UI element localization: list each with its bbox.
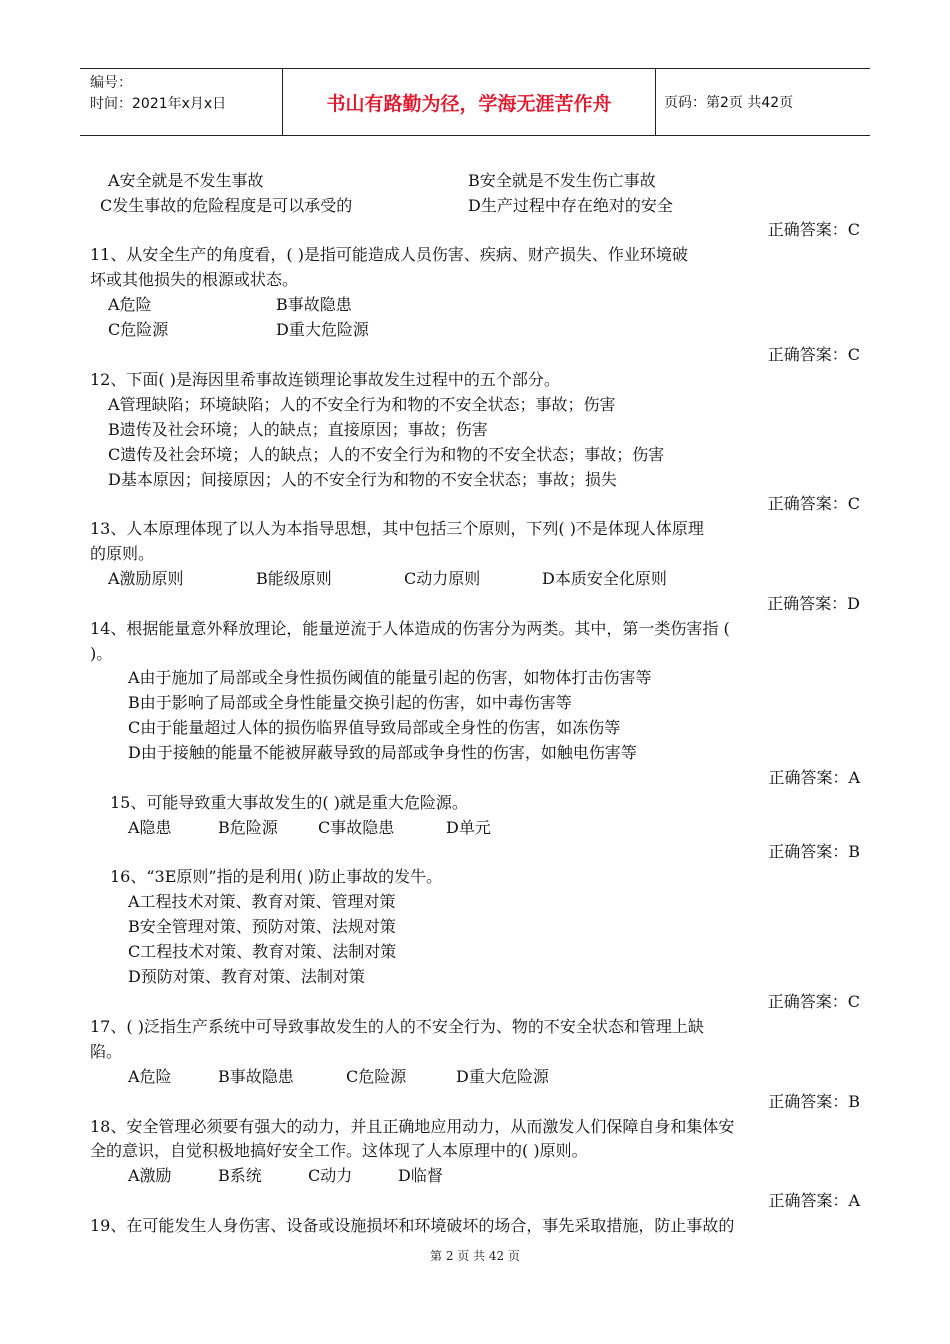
text-line: 坏或其他损失的根源或状态。 [90, 270, 299, 289]
text-line: D重大危险源 [276, 320, 369, 339]
text-line: C危险源 [346, 1067, 407, 1086]
text-line: C发生事故的危险程度是可以承受的 [100, 196, 353, 215]
correct-answer: 正确答案：D [767, 594, 860, 613]
text-line: 12、下面( )是海因里希事故连锁理论事故发生过程中的五个部分。 [90, 370, 560, 389]
text-line: B安全就是不发生伤亡事故 [468, 171, 656, 190]
correct-answer: 正确答案：C [767, 494, 860, 513]
text-line: B由于影响了局部或全身性能量交换引起的伤害，如中毒伤害等 [128, 693, 572, 712]
text-line: A隐患 [128, 818, 172, 837]
text-line: 陷。 [90, 1042, 123, 1061]
text-line: B遗传及社会环境；人的缺点；直接原因；事故；伤害 [108, 420, 488, 439]
correct-answer: 正确答案：B [768, 842, 860, 861]
text-line: 全的意识，自觉积极地搞好安全工作。这体现了人本原理中的( )原则。 [90, 1141, 588, 1160]
text-line: D临督 [398, 1166, 443, 1185]
text-line: A安全就是不发生事故 [108, 171, 264, 190]
text-line: D基本原因；间接原因；人的不安全行为和物的不安全状态；事故；损失 [108, 470, 617, 489]
text-line: 13、人本原理体现了以人为本指导思想，其中包括三个原则，下列( )不是体现人体原理 [90, 519, 704, 538]
text-line: B安全管理对策、预防对策、法规对策 [128, 917, 396, 936]
header-meta [80, 69, 283, 135]
text-line: B事故隐患 [218, 1067, 294, 1086]
text-line: C遗传及社会环境；人的缺点；人的不安全行为和物的不安全状态；事故；伤害 [108, 445, 665, 464]
text-line: B事故隐患 [276, 295, 352, 314]
text-line: A工程技术对策、教育对策、管理对策 [128, 892, 396, 911]
correct-answer: 正确答案：A [768, 1191, 860, 1210]
text-line: A危险 [108, 295, 152, 314]
text-line: 11、从安全生产的角度看，( )是指可能造成人员伤害、疾病、财产损失、作业环境破 [90, 245, 688, 264]
document-date-label: 时间：2021年x月x日 [90, 96, 227, 112]
correct-answer: 正确答案：B [768, 1092, 860, 1111]
text-line: 19、在可能发生人身伤害、设备或设施损坏和环境破坏的场合，事先采取措施，防止事故的 [90, 1216, 735, 1235]
text-line: B能级原则 [256, 569, 332, 588]
text-line: 14、根据能量意外释放理论，能量逆流于人体造成的伤害分为两类。其中，第一类伤害指 ( [90, 619, 730, 638]
header-page-number: 页码：第2页 共42页 [664, 95, 794, 111]
text-line: B危险源 [218, 818, 278, 837]
text-line: A管理缺陷；环境缺陷；人的不安全行为和物的不安全状态；事故；伤害 [108, 395, 616, 414]
text-line: C由于能量超过人体的损伤临界值导致局部或全身性的伤害，如冻伤等 [128, 718, 621, 737]
text-line: D预防对策、教育对策、法制对策 [128, 967, 365, 986]
text-line: A激励原则 [108, 569, 184, 588]
correct-answer: 正确答案：C [767, 992, 860, 1011]
text-line: C动力原则 [404, 569, 481, 588]
text-line: C事故隐患 [318, 818, 395, 837]
page-header [80, 68, 870, 136]
text-line: 17、( )泛指生产系统中可导致事故发生的人的不安全行为、物的不安全状态和管理上缺 [90, 1017, 704, 1036]
correct-answer: 正确答案：C [767, 345, 860, 364]
page-footer: 第 2 页 共 42 页 [430, 1249, 520, 1263]
text-line: D本质安全化原则 [542, 569, 667, 588]
text-line: C工程技术对策、教育对策、法制对策 [128, 942, 397, 961]
text-line: C动力 [308, 1166, 353, 1185]
correct-answer: 正确答案：A [768, 768, 860, 787]
header-motto: 书山有路勤为径，学海无涯苦作舟 [283, 69, 656, 135]
text-line: 15、可能导致重大事故发生的( )就是重大危险源。 [110, 793, 468, 812]
text-line: 的原则。 [90, 544, 155, 563]
text-line: D由于接触的能量不能被屏蔽导致的局部或争身性的伤害，如触电伤害等 [128, 743, 637, 762]
text-line: D重大危险源 [456, 1067, 549, 1086]
text-line: B系统 [218, 1166, 262, 1185]
text-line: 16、“3E原则”指的是利用( )防止事故的发牛。 [110, 867, 443, 886]
correct-answer: 正确答案：C [767, 220, 860, 239]
text-line: A危险 [128, 1067, 172, 1086]
text-line: A激励 [128, 1166, 172, 1185]
text-line: )。 [90, 644, 113, 663]
document-number-label: 编号： [90, 75, 132, 91]
text-line: C危险源 [108, 320, 169, 339]
text-line: 18、安全管理必须要有强大的动力，并且正确地应用动力，从而激发人们保障自身和集体安 [90, 1117, 735, 1136]
text-line: A由于施加了局部或全身性损伤阈值的能量引起的伤害，如物体打击伤害等 [128, 668, 652, 687]
text-line: D单元 [446, 818, 491, 837]
text-line: D生产过程中存在绝对的安全 [468, 196, 673, 215]
